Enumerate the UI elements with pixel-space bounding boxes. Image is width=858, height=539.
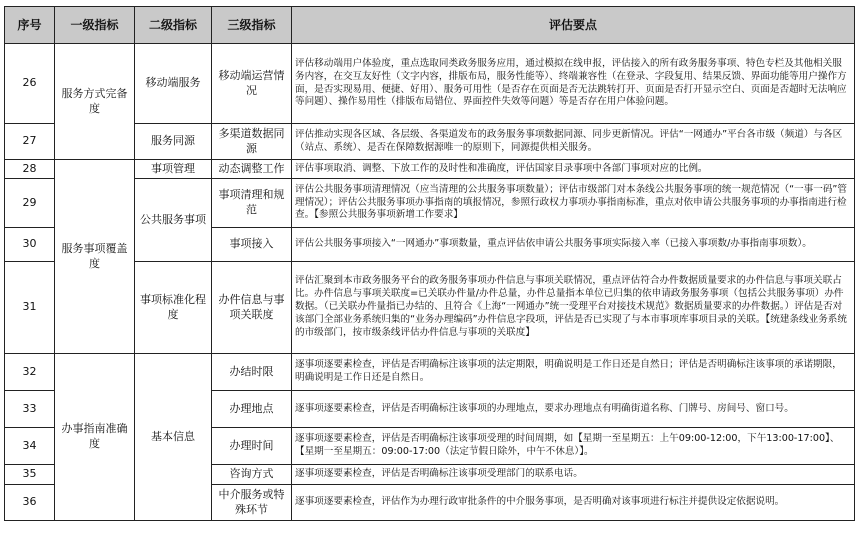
row-number: 29 — [5, 179, 55, 228]
level3-cell: 多渠道数据同源 — [212, 124, 292, 160]
level3-cell: 办理时间 — [212, 428, 292, 465]
points-cell: 评估推动实现各区域、各层级、各渠道发布的政务服务事项数据同源、同步更新情况。评估“一网通办”平台各市级（频道）与各区（站点、系统）、是否在保障数据源唯一的原则下，同源提供相关服务。 — [292, 124, 855, 160]
level3-cell: 中介服务或特殊环节 — [212, 485, 292, 521]
points-cell: 逐事项逐要素检查，评估是否明确标注该事项的办理地点，要求办理地点有明确街道名称、门牌号、房间号、窗口号。 — [292, 391, 855, 428]
level2-cell: 服务同源 — [135, 124, 212, 160]
level3-cell: 咨询方式 — [212, 465, 292, 485]
points-cell: 评估汇聚到本市政务服务平台的政务服务事项办件信息与事项关联情况，重点评估符合办件数据质量要求的办件信息与事项关联占比。办件信息与事项关联度=已关联办件量/办件总量，办件总量指本单位已归集的依申请政务服务事项（包括公共服务事项）办件数据。（已关联办件量指已办结的、且符合《上海“一网通办”统一受理平台对接技术规范》数据质量要求的办件数据。）评估是否对该部门全部业务系统归集的“业务办理编码”办件信息字段项，评估是否已实现了与本市事项库事项目录的关联。【统建条线业务系统的市级部门，按市级条线评估办件信息与事项的关联度】 — [292, 262, 855, 354]
level3-cell: 办理地点 — [212, 391, 292, 428]
level1-cell: 办事指南准确度 — [55, 354, 135, 521]
level3-cell: 事项接入 — [212, 228, 292, 262]
level3-cell: 办结时限 — [212, 354, 292, 391]
row-number: 27 — [5, 124, 55, 160]
level1-cell: 服务方式完备度 — [55, 44, 135, 160]
header-level2: 二级指标 — [135, 7, 212, 44]
row-number: 28 — [5, 160, 55, 179]
points-cell: 评估事项取消、调整、下放工作的及时性和准确度，评估国家目录事项中各部门事项对应的比例。 — [292, 160, 855, 179]
row-number: 35 — [5, 465, 55, 485]
header-points: 评估要点 — [292, 7, 855, 44]
evaluation-table — [4, 6, 855, 521]
row-number: 32 — [5, 354, 55, 391]
level1-cell: 服务事项覆盖度 — [55, 160, 135, 354]
row-number: 31 — [5, 262, 55, 354]
header-level3: 三级指标 — [212, 7, 292, 44]
row-number: 36 — [5, 485, 55, 521]
points-cell: 评估移动端用户体验度，重点选取同类政务服务应用，通过模拟在线申报，评估接入的所有政务服务事项、特色专栏及其他相关服务内容，在交互友好性（文字内容，排版布局，服务性能等）、终端兼容性（在登录、字段复用、结果反馈、界面功能等用户操作方面，是否实现易用、便捷、好用）、服务可用性（是否存在页面是否无法跳转打开、页面是否打开显示空白、页面是否超时无法响应等问题）、操作易用性（排版布局错位、界面控件失效等问题）等是否存在用户体验问题。 — [292, 44, 855, 124]
header-level1: 一级指标 — [55, 7, 135, 44]
level3-cell: 动态调整工作 — [212, 160, 292, 179]
points-cell: 逐事项逐要素检查，评估是否明确标注该事项受理的时间周期，如【星期一至星期五：上午09:00-12:00，下午13:00-17:00】、【星期一至星期五：09:00-17:00（法定节假日除外，中午不休息）】。 — [292, 428, 855, 465]
level2-cell: 移动端服务 — [135, 44, 212, 124]
points-cell: 逐事项逐要素检查，评估是否明确标注该事项的法定期限，明确说明是工作日还是自然日；评估是否明确标注该事项的承诺期限，明确说明是工作日还是自然日。 — [292, 354, 855, 391]
level2-cell: 基本信息 — [135, 354, 212, 521]
row-number: 34 — [5, 428, 55, 465]
row-number: 33 — [5, 391, 55, 428]
level2-cell: 事项管理 — [135, 160, 212, 179]
row-number: 30 — [5, 228, 55, 262]
points-cell: 逐事项逐要素检查，评估作为办理行政审批条件的中介服务事项，是否明确对该事项进行标注并提供设定依据说明。 — [292, 485, 855, 521]
header-row — [5, 7, 855, 44]
points-cell: 评估公共服务事项清理情况（应当清理的公共服务事项数量）；评估市级部门对本条线公共服务事项的统一规范情况（“一事一码”管理情况）；评估公共服务事项办事指南的填报情况，参照行政权力事项办事指南标准，重点对依申请公共服务事项的办事指南进行检查。【参照公共服务事项新增工作要求】 — [292, 179, 855, 228]
level3-cell: 事项清理和规范 — [212, 179, 292, 228]
table-row — [5, 354, 855, 391]
points-cell: 评估公共服务事项接入“一网通办”事项数量，重点评估依申请公共服务事项实际接入率（已接入事项数/办事指南事项数）。 — [292, 228, 855, 262]
level2-cell: 事项标准化程度 — [135, 262, 212, 354]
level3-cell: 移动端运营情况 — [212, 44, 292, 124]
header-no: 序号 — [5, 7, 55, 44]
points-cell: 逐事项逐要素检查，评估是否明确标注该事项受理部门的联系电话。 — [292, 465, 855, 485]
table-row — [5, 44, 855, 124]
table-row — [5, 160, 855, 179]
level2-cell: 公共服务事项 — [135, 179, 212, 262]
level3-cell: 办件信息与事项关联度 — [212, 262, 292, 354]
row-number: 26 — [5, 44, 55, 124]
